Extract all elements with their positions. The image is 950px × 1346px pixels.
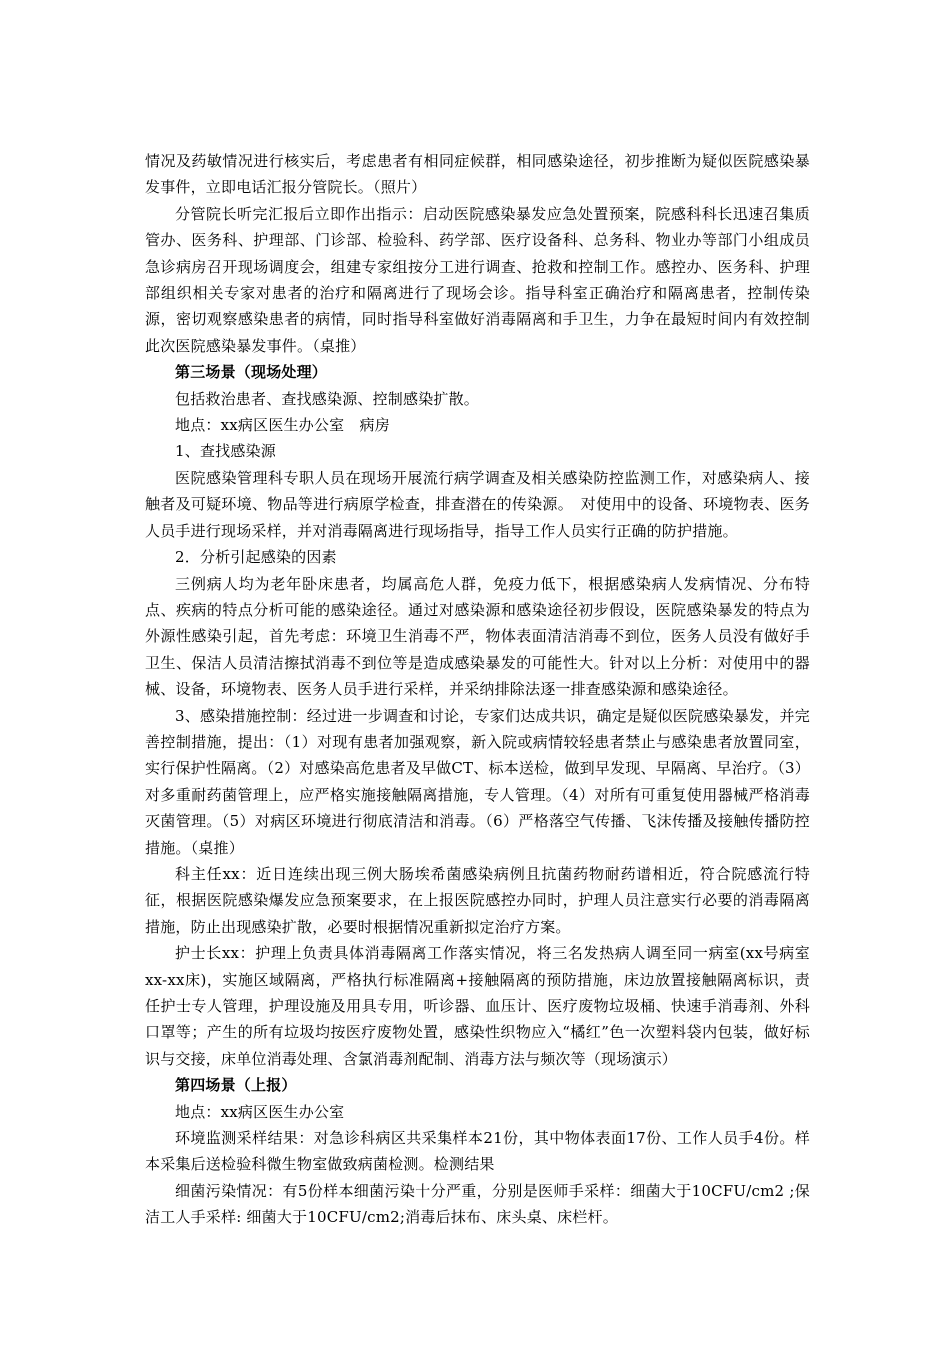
document-body bbox=[145, 148, 810, 1231]
paragraph: 环境监测采样结果：对急诊科病区共采集样本21份，其中物体表面17份、工作人员手4份。样本采集后送检验科微生物室做致病菌检测。检测结果 bbox=[145, 1129, 810, 1174]
paragraph: 护士长xx：护理上负责具体消毒隔离工作落实情况，将三名发热病人调至同一病室(xx号病室xx-xx床)，实施区域隔离，严格执行标准隔离+接触隔离的预防措施，床边放置接触隔离标识，责任护士专人管理，护理设施及用具专用，听诊器、血压计、医疗废物垃圾桶、快速手消毒剂、外科口罩等；产生的所有垃圾均按医疗废物处置，感染性织物应入“橘红”色一次塑料袋内包装，做好标识与交接，床单位消毒处理、含氯消毒剂配制、消毒方法与频次等（现场演示） bbox=[145, 944, 810, 1068]
section-heading: 第四场景（上报） bbox=[175, 1076, 297, 1095]
paragraph: 分管院长听完汇报后立即作出指示：启动医院感染暴发应急处置预案，院感科科长迅速召集质管办、医务科、护理部、门诊部、检验科、药学部、医疗设备科、总务科、物业办等部门小组成员急诊病房召开现场调度会，组建专家组按分工进行调查、抢救和控制工作。感控办、医务科、护理部组织相关专家对患者的治疗和隔离进行了现场会诊。指导科室正确治疗和隔离患者，控制传染源，密切观察感染患者的病情，同时指导科室做好消毒隔离和手卫生，力争在最短时间内有效控制此次医院感染暴发事件。（桌推） bbox=[145, 204, 810, 355]
paragraph: 包括救治患者、查找感染源、控制感染扩散。 bbox=[175, 389, 480, 408]
paragraph: 1、查找感染源 bbox=[175, 442, 276, 461]
paragraph: 地点：xx病区医生办公室 病房 bbox=[175, 416, 390, 435]
paragraph: 3、感染措施控制：经过进一步调查和讨论，专家们达成共识，确定是疑似医院感染暴发，并完善控制措施，提出：（1）对现有患者加强观察，新入院或病情较轻患者禁止与感染患者放置同室，实行保护性隔离。（2）对感染高危患者及早做CT、标本送检，做到早发现、早隔离、早治疗。（3）对多重耐药菌管理上，应严格实施接触隔离措施，专人管理。（4）对所有可重复使用器械严格消毒灭菌管理。（5）对病区环境进行彻底清洁和消毒。（6）严格落空气传播、飞沫传播及接触传播防控措施。（桌推） bbox=[145, 706, 810, 857]
paragraph: 细菌污染情况：有5份样本细菌污染十分严重，分别是医师手采样：细菌大于10CFU/cm2 ;保洁工人手采样: 细菌大于10CFU/cm2;消毒后抹布、床头桌、床栏杆。 bbox=[145, 1181, 810, 1227]
paragraph: 医院感染管理科专职人员在现场开展流行病学调查及相关感染防控监测工作，对感染病人、接触者及可疑环境、物品等进行病原学检查，排查潜在的传染源。 对使用中的设备、环境物表、医务人员手进行现场采样，并对消毒隔离进行现场指导，指导工作人员实行正确的防护措施。 bbox=[145, 468, 810, 540]
paragraph: 科主任xx：近日连续出现三例大肠埃希菌感染病例且抗菌药物耐药谱相近，符合院感流行特征，根据医院感染爆发应急预案要求，在上报医院感控办同时，护理人员注意实行必要的消毒隔离措施，防止出现感染扩散，必要时根据情况重新拟定治疗方案。 bbox=[145, 864, 810, 936]
paragraph: 三例病人均为老年卧床患者，均属高危人群，免疫力低下，根据感染病人发病情况、分布特点、疾病的特点分析可能的感染途径。通过对感染源和感染途径初步假设，医院感染暴发的特点为外源性感染引起，首先考虑：环境卫生消毒不严，物体表面清洁消毒不到位，医务人员没有做好手卫生、保洁人员清洁擦拭消毒不到位等是造成感染暴发的可能性大。针对以上分析：对使用中的器械、设备，环境物表、医务人员手进行采样，并采纳排除法逐一排查感染源和感染途径。 bbox=[145, 574, 810, 699]
paragraph: 地点：xx病区医生办公室 bbox=[175, 1102, 345, 1121]
paragraph: 2．分析引起感染的因素 bbox=[175, 548, 337, 567]
paragraph: 情况及药敏情况进行核实后，考虑患者有相同症候群，相同感染途径，初步推断为疑似医院感染暴发事件，立即电话汇报分管院长。（照片） bbox=[145, 152, 810, 197]
section-heading: 第三场景（现场处理） bbox=[175, 363, 328, 382]
